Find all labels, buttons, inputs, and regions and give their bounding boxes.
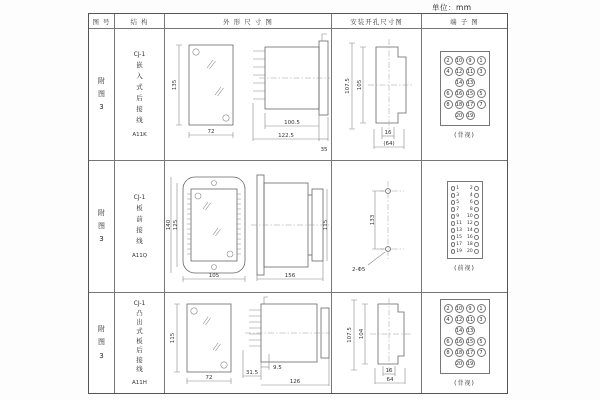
terminal-circle [474,228,479,233]
dim-front-height: 115 [170,332,176,343]
terminal-number: 9 [456,214,460,220]
mounting-hole-icon [227,251,233,257]
dim-flange-depth: 35 [320,147,328,153]
terminal-number: 4 [469,193,473,199]
dim-h-inner: 16 [384,130,392,136]
front-view [172,45,233,138]
terminal-number: 1 [456,186,460,192]
dim-v-outer: 107.5 [347,326,353,343]
terminal-circle [474,193,479,198]
latch-hook [322,34,327,41]
terminal-row [444,100,486,110]
terminal-number: 18 [467,241,473,247]
terminal-circle: 11 [466,317,474,323]
terminal-circle: 20 [455,361,463,367]
terminal-spacer [477,78,486,87]
row2-fig-no: 附图3 [98,208,105,244]
terminal-row [451,221,479,227]
header-install-holes: 安装开孔尺寸图 [332,14,422,29]
terminal-spacer [444,359,453,368]
row2-outline-cell [165,161,332,293]
dim-front-width: 72 [205,374,213,381]
hatch-mark [203,202,211,210]
terminal-circle: 4 [444,67,453,76]
dim-overall-length: 122.5 [278,133,294,139]
terminal-number: 10 [467,214,473,220]
mounting-hole-icon [193,49,199,55]
hatch-mark [215,87,224,96]
row1-install-cell [332,29,422,161]
header-outline-dims: 外 形 尺 寸 图 [165,14,332,29]
hatch-mark [213,343,221,351]
row3-structure-name: 凸出式板后接线 [136,308,143,374]
terminal-row [451,248,479,254]
terminal-row [444,56,486,66]
terminal-row [451,193,479,199]
terminal-circle: 7 [477,100,486,109]
terminal-circle: 13 [466,328,474,334]
terminal-circle [474,242,479,247]
terminal-circle: 15 [466,339,474,345]
terminal-caption: (背视) [454,131,475,139]
terminal-circle: 2 [444,304,453,313]
front-view [166,177,245,282]
terminal-circle: 13 [466,79,474,86]
terminal-row [444,111,486,121]
row1-structure-cell [115,29,165,161]
dim-front-offset: 9.5 [273,364,282,371]
outline-drawing-a11h [165,294,331,393]
terminal-number: 16 [467,234,473,240]
install-drawing-a11h [332,294,421,393]
terminal-circle: 20 [455,112,463,119]
terminal-circle [474,249,479,254]
install-drawing-a11k [332,29,421,160]
row2-install-cell [332,161,422,293]
terminal-row [444,304,486,314]
hatch-mark [213,228,221,236]
terminal-row [451,207,479,213]
row2-terminal-cell [422,161,507,293]
unit-label: 单位：mm [432,3,472,12]
terminal-diagram-rear [440,51,490,126]
row3-fig-cell [89,293,115,393]
terminal-spacer [477,326,486,335]
terminal-circle: 7 [477,348,486,357]
terminal-circle: 8 [444,348,453,357]
dim-body-length: 100.5 [284,120,300,126]
terminal-row [444,337,486,347]
side-view [253,34,330,153]
terminal-circle: 8 [444,100,453,109]
terminal-spacer [444,78,453,87]
dim-h-outer: 64 [386,376,394,383]
terminal-circle [474,235,479,240]
terminal-circle [474,200,479,205]
header-terminal: 端 子 图 [422,14,507,29]
terminal-circle: 10 [455,306,463,312]
terminal-circle: 11 [466,68,474,75]
terminal-caption: (背视) [454,380,475,387]
terminal-number: 17 [456,241,462,247]
row1-structure-name: 嵌入式后接线 [136,60,143,125]
dim-v-inner: 105 [357,79,363,91]
terminal-caption: (前视) [454,264,475,272]
terminal-circle: 5 [477,337,486,346]
dim-body-length: 126 [289,378,301,385]
terminal-number: 11 [456,220,462,226]
terminal-circle: 17 [466,350,474,356]
row2-model: A11Q [131,253,148,260]
terminal-spacer [477,111,486,120]
header-structure: 结 构 [115,14,165,29]
terminal-circle: 18 [455,350,463,356]
row2-structure-cell [115,161,165,293]
terminal-row [444,348,486,358]
mounting-hole-icon [195,193,201,199]
terminal-circle: 1 [477,304,486,313]
terminal-circle: 15 [466,90,474,97]
terminal-number: 12 [467,220,473,226]
screw-icon [212,181,217,186]
front-view [170,304,231,384]
dim-h-outer: (64) [383,141,395,147]
outline-drawing-a11q [165,161,331,292]
latch-hook [264,297,268,304]
row1-fig-cell [89,29,115,161]
terminal-row [451,241,479,247]
row1-outline-cell [165,29,332,161]
terminal-row [444,89,486,99]
terminal-circle [474,214,479,219]
dim-pin-length: 31.5 [245,369,259,376]
row1-model: A11K [132,132,147,139]
terminal-circle: 19 [466,361,474,367]
terminal-number: 15 [456,234,462,240]
terminal-circle [474,221,479,226]
terminal-number: 13 [456,227,462,233]
terminal-number: 5 [456,200,460,206]
terminal-circle: 16 [455,339,463,345]
terminal-row [444,78,486,88]
terminal-row [451,200,479,206]
terminal-circle: 1 [477,56,486,65]
terminal-row [451,214,479,220]
dim-front-height: 140 [166,219,172,231]
dim-v-inner: 104 [359,328,365,339]
terminal-circle: 3 [477,315,486,324]
outline-drawing-a11k [165,29,331,160]
terminal-comb-right [237,194,241,254]
terminal-circle: 12 [455,68,463,75]
dim-hole-distance: 133 [370,214,376,226]
row2-structure-prefix: CJ-1 [133,193,146,201]
dim-front-width: 105 [208,273,220,279]
terminal-pins [253,51,265,99]
terminal-comb-left [187,194,191,254]
dim-front-inner-height: 125 [173,219,179,231]
terminal-number: 6 [469,200,473,206]
row1-structure-prefix: CJ-1 [133,50,146,58]
row3-outline-cell [165,293,332,393]
header-fig-no: 图 号 [89,14,115,29]
terminal-spacer [444,111,453,120]
terminal-row [444,67,486,77]
terminal-row [444,326,486,336]
terminal-pins [249,310,261,346]
drawing-table [88,13,508,394]
terminal-number: 3 [456,193,460,199]
hatch-mark [203,317,211,325]
terminal-circle: 6 [444,89,453,98]
terminal-row [444,315,486,325]
hatch-mark [207,60,216,69]
terminal-circle: 10 [455,57,463,64]
dim-front-height: 135 [172,79,178,91]
dim-front-width: 72 [207,129,215,135]
terminal-diagram-rear [440,299,490,374]
row3-model: A11H [132,380,147,387]
terminal-circle: 5 [477,89,486,98]
terminal-circle: 9 [466,56,475,65]
terminal-number: 8 [469,207,473,213]
row2-structure-name: 板前接线 [136,203,143,246]
dim-v-outer: 107.5 [345,78,351,94]
terminal-circle: 18 [455,101,463,108]
terminal-circle [474,186,479,191]
screw-icon [212,265,217,270]
row3-install-cell [332,293,422,393]
terminal-circle: 14 [455,328,463,334]
install-drawing-a11q [332,161,421,292]
row3-structure-cell [115,293,165,393]
side-view [251,175,329,281]
mounting-hole-icon [223,115,229,121]
terminal-number: 19 [456,248,462,254]
row3-terminal-cell [422,293,507,393]
side-view [243,297,330,386]
terminal-circle: 17 [466,101,474,108]
terminal-spacer [444,326,453,335]
row3-structure-prefix: CJ-1 [133,299,146,307]
row3-fig-no: 附图3 [98,325,105,360]
terminal-circle [474,207,479,212]
terminal-row [451,186,479,192]
row1-terminal-cell [422,29,507,161]
terminal-circle: 2 [444,56,453,65]
terminal-circle: 4 [444,315,453,324]
terminal-number: 20 [467,248,473,254]
terminal-circle: 19 [466,112,474,119]
terminal-circle: 16 [455,90,463,97]
row1-fig-no: 附图3 [98,76,105,112]
mounting-hole-icon [191,307,197,313]
terminal-circle: 14 [455,79,463,86]
terminal-row [451,228,479,234]
dim-h-inner: 16 [385,367,393,374]
mounting-hole-icon [221,361,227,367]
terminal-circle: 9 [466,304,475,313]
terminal-circle: 12 [455,317,463,323]
row2-fig-cell [89,161,115,293]
terminal-circle: 6 [444,337,453,346]
terminal-number: 14 [467,227,473,233]
terminal-diagram-front [447,181,483,259]
dim-hole-label: 2-Φ5 [352,267,366,273]
dim-side-height: 115 [323,219,329,231]
terminal-number: 2 [469,186,473,192]
terminal-row [451,234,479,240]
terminal-row [444,359,486,369]
terminal-number: 7 [456,207,460,213]
dim-side-length: 156 [284,273,296,279]
terminal-circle: 3 [477,67,486,76]
terminal-spacer [477,359,486,368]
